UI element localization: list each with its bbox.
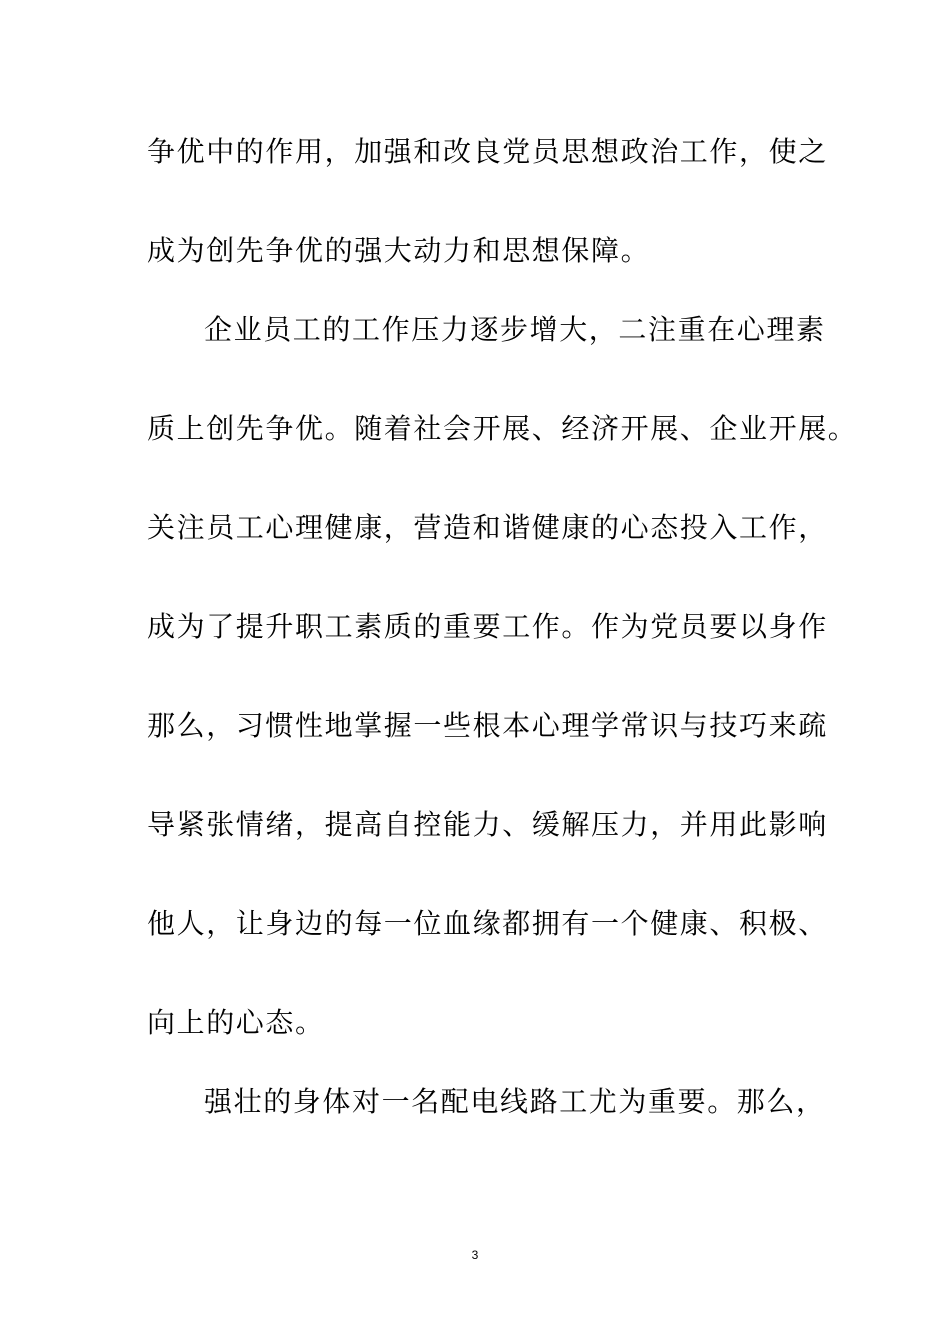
body-text-line: 导紧张情绪，提高自控能力、缓解压力，并用此影响 bbox=[147, 808, 828, 841]
body-text-line: 他人，让身边的每一位血缘都拥有一个健康、积极、 bbox=[147, 907, 828, 940]
body-text-line: 质上创先争优。随着社会开展、经济开展、企业开展。 bbox=[147, 412, 858, 445]
body-text-line: 成为了提升职工素质的重要工作。作为党员要以身作 bbox=[147, 610, 828, 643]
body-text-line: 成为创先争优的强大动力和思想保障。 bbox=[147, 234, 651, 267]
page-number: 3 bbox=[471, 1248, 479, 1262]
body-text-line: 那么，习惯性地掌握一些根本心理学常识与技巧来疏 bbox=[147, 709, 828, 742]
paragraph-first-line: 强壮的身体对一名配电线路工尤为重要。那么， bbox=[204, 1085, 826, 1118]
body-text-line: 向上的心态。 bbox=[147, 1006, 325, 1039]
body-text-line: 关注员工心理健康，营造和谐健康的心态投入工作， bbox=[147, 511, 828, 544]
paragraph-first-line: 企业员工的工作压力逐步增大，二注重在心理素 bbox=[204, 313, 826, 346]
body-text-line: 争优中的作用，加强和改良党员思想政治工作，使之 bbox=[147, 135, 828, 168]
